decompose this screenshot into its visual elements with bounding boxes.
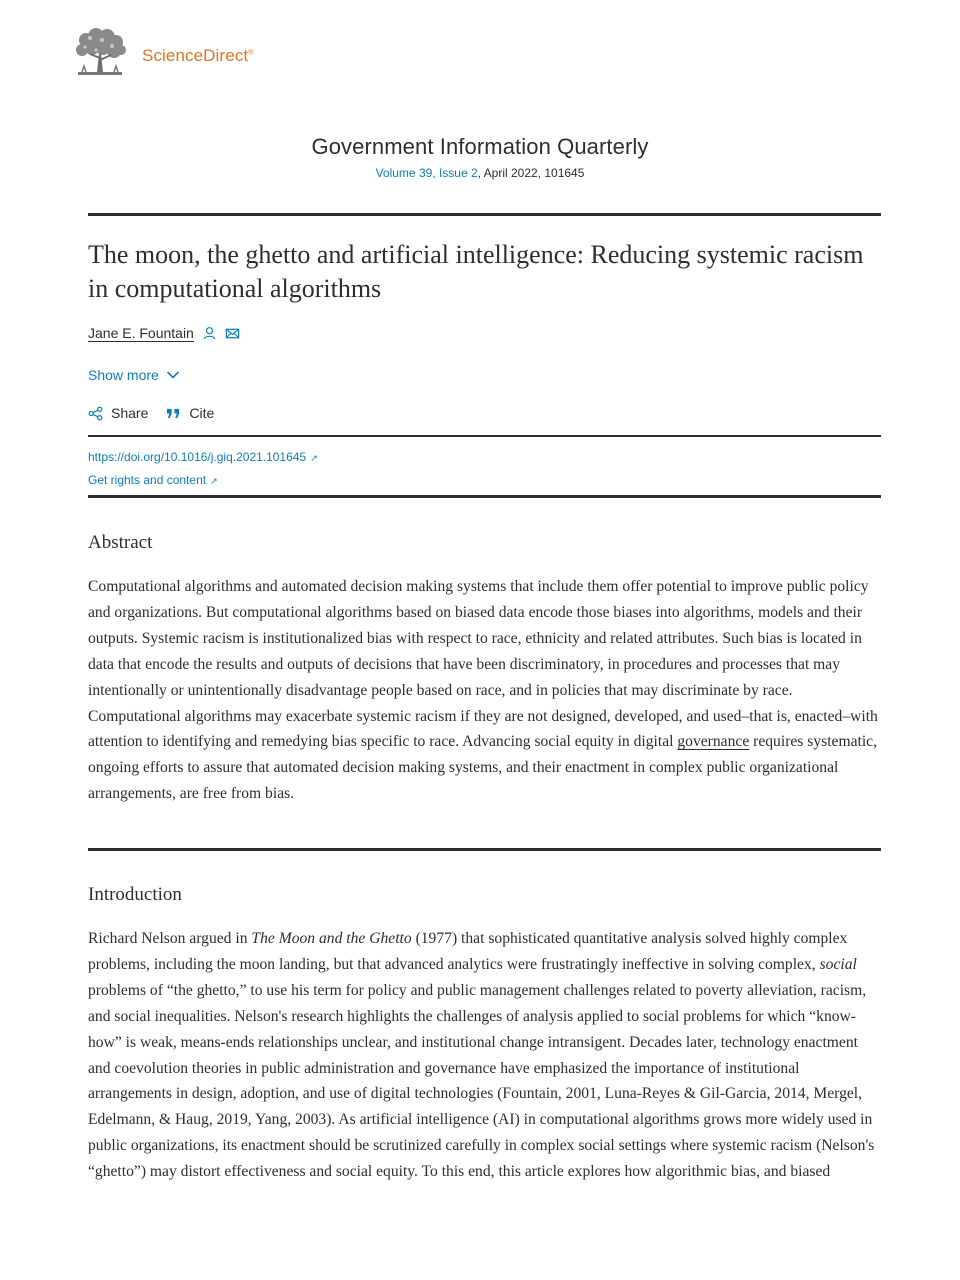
- show-more-button[interactable]: [88, 367, 180, 383]
- introduction-heading: Introduction: [88, 884, 182, 905]
- abstract-text-part2: requires systematic, ongoing efforts to assure that automated decision making systems, and their enactment in complex public organizational arrangements, are free from bias.: [88, 733, 877, 803]
- rights-link[interactable]: [88, 469, 318, 492]
- site-header: [72, 28, 253, 80]
- journal-date-article: , April 2022, 101645: [477, 166, 585, 180]
- quote-icon: [166, 407, 181, 420]
- article-title: The moon, the ghetto and artificial intelligence: Reducing systemic racism in computational algorithms: [88, 240, 864, 303]
- abstract-divider: [88, 848, 881, 851]
- intro-text-part1: Richard Nelson argued in: [88, 930, 252, 947]
- share-button[interactable]: [88, 405, 148, 421]
- intro-book-title: The Moon and the Ghetto: [251, 930, 412, 947]
- sciencedirect-logo[interactable]: [142, 46, 253, 66]
- governance-term-link[interactable]: governance: [677, 733, 750, 751]
- intro-text-part3: problems of “the ghetto,” to use his term for policy and public management challenges related to poverty alleviation, racism, and social inequalities. Nelson's research highlights the challenges of analysis applied to social problems for which “know-how” is weak, means-ends relationships unclear, and institutional change intransigent. Decades later, technology enactment and coevolution theories in public administration and governance have emphasized the importance of institutional arrangements in design, adoption, and use of digital technologies (Fountain, 2001, Luna-Reyes & Gil-Garcia, 2014, Mergel, Edelmann, & Haug, 2019, Yang, 2003). As artificial intelligence (AI) in computational algorithms grows more widely used in public organizations, its enactment should be scrutinized carefully in complex social settings where systemic racism (Nelson's “ghetto”) may distort effectiveness and social equity. To this end, this article explores how algorithmic bias, and biased: [88, 981, 875, 1181]
- doi-divider: [88, 495, 881, 498]
- share-label: Share: [111, 405, 149, 421]
- article-actions: [88, 405, 232, 421]
- journal-title[interactable]: Government Information Quarterly: [311, 134, 649, 159]
- doi-text: https://doi.org/10.1016/j.giq.2021.101645: [88, 450, 307, 464]
- abstract-text: [88, 574, 883, 807]
- brand-registered-mark: ®: [248, 49, 254, 57]
- external-link-icon: ↗: [210, 476, 218, 486]
- chevron-down-icon: [166, 370, 180, 380]
- brand-name: ScienceDirect: [142, 46, 249, 65]
- introduction-text: [88, 926, 883, 1185]
- abstract-heading: Abstract: [88, 532, 153, 553]
- doi-link[interactable]: [88, 446, 318, 469]
- abstract-text-part1: Computational algorithms and automated decision making systems that include them offer potential to improve public policy and organizations. But computational algorithms based on biased data encode those biases into algorithms, models and their outputs. Systemic racism is institutionalized bias with respect to race, ethnicity and related attributes. Such bias is located in data that encode the results and outputs of decisions that have been discriminatory, in procedures and processes that may intentionally or unintentionally disadvantage people based on race, and in policies that may discriminate by race. Computational algorithms may exacerbate systemic racism if they are not designed, developed, and used–that is, enacted–with attention to identifying and remedying bias specific to race. Advancing social equity in digital: [88, 578, 878, 751]
- intro-text-part2: (1977) that sophisticated quantitative analysis solved highly complex problems, including the moon landing, but that advanced analytics were frustratingly ineffective in solving complex,: [88, 930, 848, 973]
- cite-button[interactable]: [166, 405, 214, 421]
- doi-block: [88, 446, 318, 492]
- header-divider: [88, 213, 881, 216]
- author-link[interactable]: Jane E. Fountain: [88, 325, 194, 341]
- actions-divider: [88, 435, 881, 437]
- journal-info: [0, 134, 960, 180]
- intro-emphasis-social: social: [819, 955, 857, 973]
- journal-meta: [0, 166, 960, 180]
- external-link-icon: ↗: [310, 453, 318, 463]
- share-icon: [88, 406, 103, 421]
- elsevier-tree-logo-icon[interactable]: [72, 28, 128, 80]
- person-icon[interactable]: [202, 326, 217, 341]
- volume-issue-link[interactable]: Volume 39, Issue 2: [375, 166, 478, 180]
- cite-label: Cite: [189, 405, 215, 421]
- show-more-label: Show more: [88, 367, 159, 383]
- author-list: [88, 325, 240, 341]
- rights-text: Get rights and content: [88, 473, 207, 487]
- envelope-icon[interactable]: [225, 326, 240, 341]
